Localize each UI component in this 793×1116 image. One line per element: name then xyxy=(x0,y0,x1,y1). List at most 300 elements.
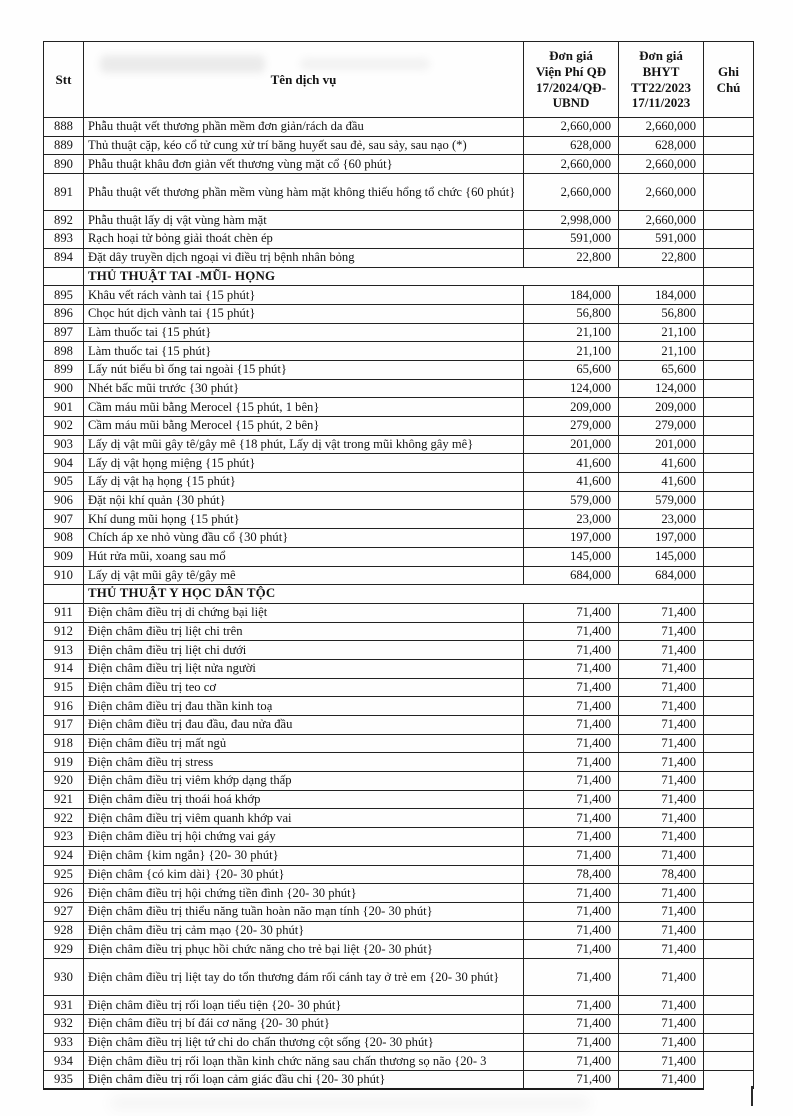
service-name: Làm thuốc tai {15 phút} xyxy=(84,342,524,361)
note-cell xyxy=(704,716,754,735)
section-title: THỦ THUẬT Y HỌC DÂN TỘC xyxy=(84,585,704,604)
price-vienphi: 184,000 xyxy=(524,286,619,305)
header-line: 17/2024/QĐ- xyxy=(535,79,607,95)
row-stt: 895 xyxy=(44,286,84,305)
service-name: Điện châm điều trị liệt tay do tổn thương đám rối cánh tay ở trẻ em {20- 30 phút} xyxy=(84,958,524,995)
price-vienphi: 71,400 xyxy=(524,902,619,921)
row-stt: 889 xyxy=(44,136,84,155)
table-row xyxy=(44,716,754,735)
header-line: Đơn giá xyxy=(639,47,683,63)
price-vienphi: 71,400 xyxy=(524,697,619,716)
price-bhyt: 184,000 xyxy=(619,286,704,305)
header-note xyxy=(704,42,754,118)
row-stt: 905 xyxy=(44,473,84,492)
row-stt: 891 xyxy=(44,174,84,211)
note-cell xyxy=(704,136,754,155)
price-vienphi: 145,000 xyxy=(524,547,619,566)
note-cell xyxy=(704,211,754,230)
price-vienphi: 21,100 xyxy=(524,323,619,342)
row-stt: 906 xyxy=(44,491,84,510)
service-name: Khâu vết rách vành tai {15 phút} xyxy=(84,286,524,305)
table-row xyxy=(44,304,754,323)
row-stt: 928 xyxy=(44,921,84,940)
service-name: Đặt dây truyền dịch ngoại vi điều trị bệnh nhân bỏng xyxy=(84,248,524,267)
row-stt: 888 xyxy=(44,118,84,137)
price-bhyt: 71,400 xyxy=(619,828,704,847)
table-row xyxy=(44,603,754,622)
price-vienphi: 2,660,000 xyxy=(524,118,619,137)
note-cell xyxy=(704,678,754,697)
service-name: Điện châm điều trị bí đái cơ năng {20- 30 phút} xyxy=(84,1015,524,1034)
service-name: Điện châm điều trị thoái hoá khớp xyxy=(84,790,524,809)
price-vienphi: 71,400 xyxy=(524,734,619,753)
row-stt: 904 xyxy=(44,454,84,473)
row-stt: 901 xyxy=(44,398,84,417)
table-row xyxy=(44,248,754,267)
service-name: Điện châm điều trị đau thần kinh toạ xyxy=(84,697,524,716)
header-row xyxy=(44,42,754,118)
note-cell xyxy=(704,435,754,454)
row-stt: 918 xyxy=(44,734,84,753)
price-bhyt: 71,400 xyxy=(619,603,704,622)
row-stt: 903 xyxy=(44,435,84,454)
price-bhyt: 71,400 xyxy=(619,772,704,791)
row-stt: 927 xyxy=(44,902,84,921)
service-name: Phẫu thuật vết thương phần mềm đơn giản/rách da đầu xyxy=(84,118,524,137)
price-bhyt: 21,100 xyxy=(619,342,704,361)
note-cell xyxy=(704,323,754,342)
service-name: Nhét bấc mũi trước {30 phút} xyxy=(84,379,524,398)
price-bhyt: 23,000 xyxy=(619,510,704,529)
price-bhyt: 65,600 xyxy=(619,360,704,379)
price-vienphi: 71,400 xyxy=(524,884,619,903)
note-cell xyxy=(704,1015,754,1034)
price-vienphi: 2,660,000 xyxy=(524,155,619,174)
note-cell xyxy=(704,921,754,940)
price-bhyt: 71,400 xyxy=(619,697,704,716)
section-title: THỦ THUẬT TAI -MŨI- HỌNG xyxy=(84,267,704,286)
service-name: Điện châm điều trị liệt chi trên xyxy=(84,622,524,641)
table-row xyxy=(44,155,754,174)
service-name: Điện châm điều trị rối loạn cảm giác đầu chi {20- 30 phút} xyxy=(84,1071,524,1090)
price-vienphi: 23,000 xyxy=(524,510,619,529)
row-stt: 898 xyxy=(44,342,84,361)
table-row xyxy=(44,678,754,697)
table-row xyxy=(44,921,754,940)
row-stt: 924 xyxy=(44,846,84,865)
price-bhyt: 71,400 xyxy=(619,641,704,660)
note-cell xyxy=(704,510,754,529)
service-name: Điện châm điều trị teo cơ xyxy=(84,678,524,697)
row-stt: 909 xyxy=(44,547,84,566)
header-line: BHYT xyxy=(642,63,680,79)
row-stt: 892 xyxy=(44,211,84,230)
price-vienphi: 65,600 xyxy=(524,360,619,379)
price-bhyt: 2,660,000 xyxy=(619,118,704,137)
price-bhyt: 22,800 xyxy=(619,248,704,267)
note-cell xyxy=(704,1033,754,1052)
table-row xyxy=(44,510,754,529)
row-stt: 933 xyxy=(44,1033,84,1052)
table-row xyxy=(44,902,754,921)
row-stt: 910 xyxy=(44,566,84,585)
row-stt: 922 xyxy=(44,809,84,828)
price-bhyt: 2,660,000 xyxy=(619,211,704,230)
price-vienphi: 71,400 xyxy=(524,940,619,959)
row-stt: 908 xyxy=(44,529,84,548)
note-cell xyxy=(704,529,754,548)
section-stt-cell xyxy=(44,267,84,286)
table-row xyxy=(44,360,754,379)
note-cell xyxy=(704,1071,754,1090)
note-cell xyxy=(704,454,754,473)
note-cell xyxy=(704,267,754,286)
note-cell xyxy=(704,585,754,604)
price-vienphi: 197,000 xyxy=(524,529,619,548)
row-stt: 921 xyxy=(44,790,84,809)
note-cell xyxy=(704,230,754,249)
note-cell xyxy=(704,996,754,1015)
service-name: Hút rửa mũi, xoang sau mổ xyxy=(84,547,524,566)
price-bhyt: 71,400 xyxy=(619,678,704,697)
note-cell xyxy=(704,379,754,398)
price-bhyt: 21,100 xyxy=(619,323,704,342)
note-cell xyxy=(704,360,754,379)
service-name: Điện châm điều trị thiểu năng tuần hoàn não mạn tính {20- 30 phút} xyxy=(84,902,524,921)
row-stt: 935 xyxy=(44,1071,84,1090)
row-stt: 926 xyxy=(44,884,84,903)
service-name: Điện châm điều trị rối loạn thần kinh chức năng sau chấn thương sọ não {20- 3 xyxy=(84,1052,524,1071)
row-stt: 919 xyxy=(44,753,84,772)
row-stt: 893 xyxy=(44,230,84,249)
service-name: Khí dung mũi họng {15 phút} xyxy=(84,510,524,529)
price-vienphi: 684,000 xyxy=(524,566,619,585)
row-stt: 916 xyxy=(44,697,84,716)
note-cell xyxy=(704,734,754,753)
price-bhyt: 71,400 xyxy=(619,940,704,959)
price-bhyt: 2,660,000 xyxy=(619,174,704,211)
service-name: Lấy dị vật họng miệng {15 phút} xyxy=(84,454,524,473)
price-vienphi: 71,400 xyxy=(524,828,619,847)
row-stt: 920 xyxy=(44,772,84,791)
note-cell xyxy=(704,491,754,510)
table-row xyxy=(44,379,754,398)
table-row xyxy=(44,417,754,436)
note-cell xyxy=(704,846,754,865)
row-stt: 912 xyxy=(44,622,84,641)
price-vienphi: 628,000 xyxy=(524,136,619,155)
note-cell xyxy=(704,809,754,828)
note-cell xyxy=(704,940,754,959)
service-name: Lấy dị vật mũi gây tê/gây mê {18 phút, Lấy dị vật trong mũi không gây mê} xyxy=(84,435,524,454)
note-cell xyxy=(704,174,754,211)
price-bhyt: 71,400 xyxy=(619,996,704,1015)
row-stt: 896 xyxy=(44,304,84,323)
price-bhyt: 71,400 xyxy=(619,921,704,940)
price-vienphi: 71,400 xyxy=(524,1052,619,1071)
note-cell xyxy=(704,547,754,566)
service-name: Chích áp xe nhỏ vùng đầu cổ {30 phút} xyxy=(84,529,524,548)
header-line: Viện Phí QĐ xyxy=(535,63,607,79)
row-stt: 902 xyxy=(44,417,84,436)
section-row xyxy=(44,267,754,286)
price-vienphi: 71,400 xyxy=(524,846,619,865)
service-price-table xyxy=(43,41,754,1090)
price-bhyt: 41,600 xyxy=(619,454,704,473)
price-bhyt: 71,400 xyxy=(619,1015,704,1034)
note-cell xyxy=(704,790,754,809)
price-vienphi: 21,100 xyxy=(524,342,619,361)
price-bhyt: 71,400 xyxy=(619,734,704,753)
price-vienphi: 71,400 xyxy=(524,603,619,622)
table-row xyxy=(44,118,754,137)
price-vienphi: 124,000 xyxy=(524,379,619,398)
header-line: 17/11/2023 xyxy=(631,95,691,111)
table-row xyxy=(44,529,754,548)
price-vienphi: 41,600 xyxy=(524,473,619,492)
service-name: Điện châm điều trị liệt tứ chi do chấn thương cột sống {20- 30 phút} xyxy=(84,1033,524,1052)
note-cell xyxy=(704,622,754,641)
row-stt: 890 xyxy=(44,155,84,174)
service-name: Điện châm điều trị hội chứng tiền đình {20- 30 phút} xyxy=(84,884,524,903)
price-vienphi: 209,000 xyxy=(524,398,619,417)
price-bhyt: 71,400 xyxy=(619,958,704,995)
price-bhyt: 71,400 xyxy=(619,716,704,735)
row-stt: 931 xyxy=(44,996,84,1015)
price-vienphi: 71,400 xyxy=(524,622,619,641)
table-row xyxy=(44,641,754,660)
price-vienphi: 22,800 xyxy=(524,248,619,267)
price-vienphi: 71,400 xyxy=(524,1015,619,1034)
note-cell xyxy=(704,753,754,772)
table-row xyxy=(44,323,754,342)
price-bhyt: 279,000 xyxy=(619,417,704,436)
table-row xyxy=(44,1015,754,1034)
note-cell xyxy=(704,697,754,716)
service-name: Cầm máu mũi bằng Merocel {15 phút, 2 bên} xyxy=(84,417,524,436)
table-row xyxy=(44,846,754,865)
price-bhyt: 71,400 xyxy=(619,809,704,828)
price-bhyt: 197,000 xyxy=(619,529,704,548)
price-vienphi: 2,998,000 xyxy=(524,211,619,230)
price-vienphi: 201,000 xyxy=(524,435,619,454)
table-row xyxy=(44,996,754,1015)
table-row xyxy=(44,697,754,716)
note-cell xyxy=(704,286,754,305)
table-row xyxy=(44,342,754,361)
note-cell xyxy=(704,398,754,417)
table-row xyxy=(44,547,754,566)
table-row xyxy=(44,230,754,249)
note-cell xyxy=(704,772,754,791)
table-row xyxy=(44,454,754,473)
row-stt: 907 xyxy=(44,510,84,529)
note-cell xyxy=(704,1052,754,1071)
service-name: Điện châm điều trị liệt nửa người xyxy=(84,659,524,678)
service-name: Lấy dị vật hạ họng {15 phút} xyxy=(84,473,524,492)
price-vienphi: 71,400 xyxy=(524,1071,619,1090)
note-cell xyxy=(704,641,754,660)
note-cell xyxy=(704,342,754,361)
price-bhyt: 684,000 xyxy=(619,566,704,585)
service-name: Chọc hút dịch vành tai {15 phút} xyxy=(84,304,524,323)
price-vienphi: 71,400 xyxy=(524,1033,619,1052)
row-stt: 897 xyxy=(44,323,84,342)
table-row xyxy=(44,884,754,903)
table-row xyxy=(44,865,754,884)
service-name: Điện châm {kim ngắn} {20- 30 phút} xyxy=(84,846,524,865)
row-stt: 915 xyxy=(44,678,84,697)
row-stt: 934 xyxy=(44,1052,84,1071)
price-vienphi: 279,000 xyxy=(524,417,619,436)
header-service-name: Tên dịch vụ xyxy=(84,42,524,118)
service-name: Phẫu thuật khâu đơn giản vết thương vùng mặt cổ {60 phút} xyxy=(84,155,524,174)
table-row xyxy=(44,398,754,417)
price-bhyt: 591,000 xyxy=(619,230,704,249)
price-vienphi: 71,400 xyxy=(524,790,619,809)
header-line: UBND xyxy=(552,95,590,111)
service-name: Điện châm điều trị phục hồi chức năng cho trẻ bại liệt {20- 30 phút} xyxy=(84,940,524,959)
service-name: Phẫu thuật vết thương phần mềm vùng hàm mặt không thiếu hổng tổ chức {60 phút} xyxy=(84,174,524,211)
table-row xyxy=(44,435,754,454)
table-row xyxy=(44,1052,754,1071)
price-bhyt: 124,000 xyxy=(619,379,704,398)
service-name: Điện châm điều trị rối loạn tiểu tiện {20- 30 phút} xyxy=(84,996,524,1015)
price-bhyt: 579,000 xyxy=(619,491,704,510)
price-vienphi: 71,400 xyxy=(524,809,619,828)
price-bhyt: 71,400 xyxy=(619,790,704,809)
service-name: Rạch hoại tử bỏng giải thoát chèn ép xyxy=(84,230,524,249)
table-row xyxy=(44,622,754,641)
price-bhyt: 71,400 xyxy=(619,753,704,772)
table-row xyxy=(44,659,754,678)
price-bhyt: 71,400 xyxy=(619,659,704,678)
note-cell xyxy=(704,304,754,323)
note-cell xyxy=(704,958,754,995)
service-name: Lấy dị vật mũi gây tê/gây mê xyxy=(84,566,524,585)
table-row xyxy=(44,790,754,809)
price-vienphi: 71,400 xyxy=(524,996,619,1015)
service-name: Phẫu thuật lấy dị vật vùng hàm mặt xyxy=(84,211,524,230)
table-row xyxy=(44,1071,754,1090)
note-cell xyxy=(704,118,754,137)
price-bhyt: 71,400 xyxy=(619,1052,704,1071)
price-vienphi: 71,400 xyxy=(524,921,619,940)
price-bhyt: 71,400 xyxy=(619,884,704,903)
price-bhyt: 71,400 xyxy=(619,846,704,865)
section-row xyxy=(44,585,754,604)
service-name: Điện châm điều trị cảm mạo {20- 30 phút} xyxy=(84,921,524,940)
table-row xyxy=(44,566,754,585)
table-row xyxy=(44,753,754,772)
service-name: Điện châm điều trị mất ngủ xyxy=(84,734,524,753)
service-name: Cầm máu mũi bằng Merocel {15 phút, 1 bên} xyxy=(84,398,524,417)
row-stt: 894 xyxy=(44,248,84,267)
row-stt: 911 xyxy=(44,603,84,622)
price-vienphi: 71,400 xyxy=(524,753,619,772)
table-row xyxy=(44,286,754,305)
table-row xyxy=(44,828,754,847)
price-bhyt: 71,400 xyxy=(619,1071,704,1090)
table-row xyxy=(44,734,754,753)
price-bhyt: 145,000 xyxy=(619,547,704,566)
table-row xyxy=(44,211,754,230)
price-bhyt: 56,800 xyxy=(619,304,704,323)
service-name: Điện châm điều trị viêm khớp dạng thấp xyxy=(84,772,524,791)
note-cell xyxy=(704,884,754,903)
note-cell xyxy=(704,566,754,585)
price-vienphi: 579,000 xyxy=(524,491,619,510)
table-row xyxy=(44,473,754,492)
table-row xyxy=(44,174,754,211)
note-cell xyxy=(704,155,754,174)
row-stt: 913 xyxy=(44,641,84,660)
service-name: Điện châm điều trị viêm quanh khớp vai xyxy=(84,809,524,828)
price-vienphi: 2,660,000 xyxy=(524,174,619,211)
service-name: Điện châm điều trị di chứng bại liệt xyxy=(84,603,524,622)
service-name: Đặt nội khí quản {30 phút} xyxy=(84,491,524,510)
table-row xyxy=(44,1033,754,1052)
service-name: Điện châm điều trị đau đầu, đau nửa đầu xyxy=(84,716,524,735)
note-cell xyxy=(704,902,754,921)
header-line: Chú xyxy=(716,79,741,95)
price-bhyt: 71,400 xyxy=(619,902,704,921)
price-bhyt: 78,400 xyxy=(619,865,704,884)
table-row xyxy=(44,940,754,959)
header-price-vienphi xyxy=(524,42,619,118)
row-stt: 929 xyxy=(44,940,84,959)
row-stt: 914 xyxy=(44,659,84,678)
header-line: TT22/2023 xyxy=(631,79,691,95)
header-line: Đơn giá xyxy=(549,47,593,63)
price-bhyt: 2,660,000 xyxy=(619,155,704,174)
price-vienphi: 71,400 xyxy=(524,716,619,735)
row-stt: 923 xyxy=(44,828,84,847)
row-stt: 925 xyxy=(44,865,84,884)
price-bhyt: 628,000 xyxy=(619,136,704,155)
service-name: Thủ thuật cặp, kéo cổ tử cung xử trí băng huyết sau đẻ, sau sảy, sau nạo (*) xyxy=(84,136,524,155)
note-cell xyxy=(704,865,754,884)
table-row xyxy=(44,136,754,155)
table-row xyxy=(44,958,754,995)
service-name: Lấy nút biểu bì ống tai ngoài {15 phút} xyxy=(84,360,524,379)
price-vienphi: 71,400 xyxy=(524,641,619,660)
header-stt: Stt xyxy=(44,42,84,118)
table-row xyxy=(44,809,754,828)
service-name: Điện châm điều trị hội chứng vai gáy xyxy=(84,828,524,847)
price-bhyt: 71,400 xyxy=(619,622,704,641)
scan-border-artifact xyxy=(751,1086,753,1106)
note-cell xyxy=(704,417,754,436)
price-vienphi: 56,800 xyxy=(524,304,619,323)
price-vienphi: 41,600 xyxy=(524,454,619,473)
header-price-bhyt xyxy=(619,42,704,118)
row-stt: 899 xyxy=(44,360,84,379)
table-row xyxy=(44,491,754,510)
price-bhyt: 209,000 xyxy=(619,398,704,417)
price-bhyt: 201,000 xyxy=(619,435,704,454)
price-bhyt: 41,600 xyxy=(619,473,704,492)
price-bhyt: 71,400 xyxy=(619,1033,704,1052)
price-vienphi: 78,400 xyxy=(524,865,619,884)
note-cell xyxy=(704,659,754,678)
price-vienphi: 71,400 xyxy=(524,772,619,791)
price-vienphi: 71,400 xyxy=(524,659,619,678)
row-stt: 930 xyxy=(44,958,84,995)
service-name: Làm thuốc tai {15 phút} xyxy=(84,323,524,342)
scan-bleedthrough-artifact xyxy=(110,1096,590,1110)
service-name: Điện châm điều trị stress xyxy=(84,753,524,772)
